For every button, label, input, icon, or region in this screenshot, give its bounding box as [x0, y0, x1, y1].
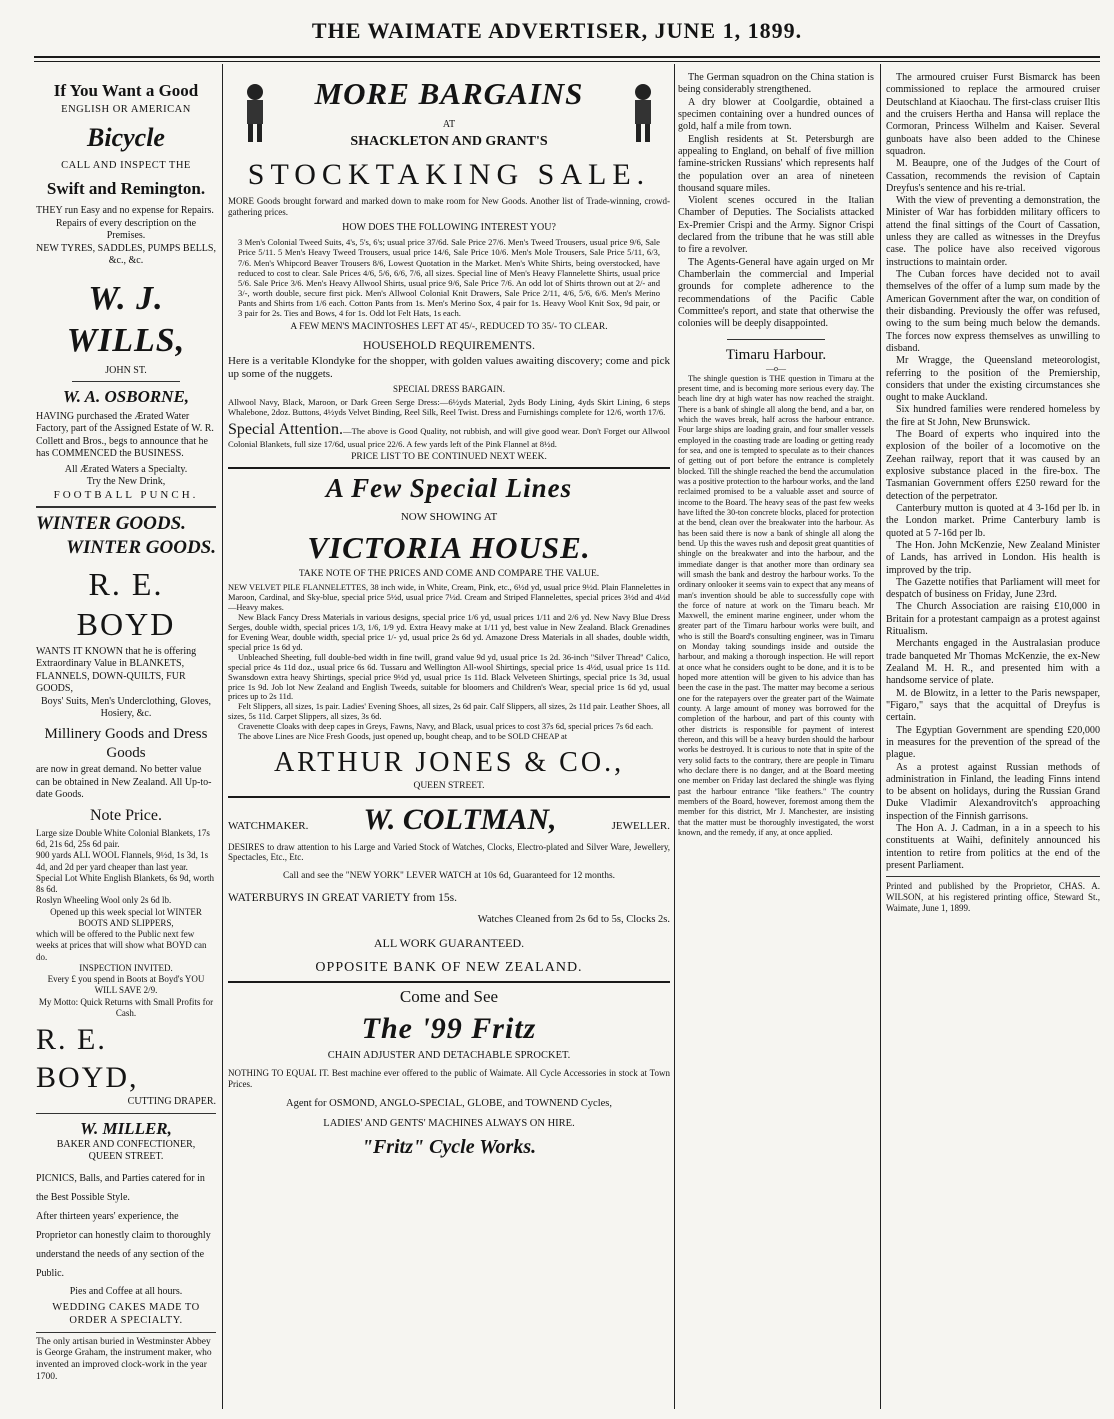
- bicycle-headline: If You Want a Good: [53, 81, 199, 100]
- divider: [727, 339, 825, 340]
- imprint: Printed and published by the Proprietor, CHAS. A. WILSON, at his registered printing office, Steward St., Waimate, June 1, 1899.: [886, 881, 1100, 914]
- boyd-price-2: 900 yards ALL WOOL Flannels, 9½d, 1s 3d, 1s 4d, and 2d per yard cheaper than last year.: [36, 850, 209, 872]
- column-rule: [222, 64, 223, 1409]
- bicycle-repairs: Repairs of every description on the Premises.: [55, 217, 197, 242]
- divider: [36, 506, 216, 508]
- bicycle-text: THEY run Easy and no expense for Repairs.: [36, 205, 214, 217]
- news-item: With the view of preventing a demonstration, the Minister of War has forbidden military officers to attend the final sittings of the Court of Cassation, unless they are called as witnesses in the Dreyfus case. The police have also received vigorous instructions to maintain order.: [886, 195, 1100, 268]
- news-column-3: [678, 72, 874, 1412]
- news-item: English residents at St. Petersburgh are appealing to England, on behalf of five million famine-stricken Russians' which represents half the population over an area of nineteen thousand square miles.: [678, 133, 874, 194]
- now-showing: NOW SHOWING AT: [400, 510, 498, 523]
- news-item: A dry blower at Coolgardie, obtained a specimen containing over a hundred ounces of gold, half a mile from town.: [678, 96, 874, 133]
- boyd-price-4: Roslyn Wheeling Wool only 2s 6d lb.: [36, 895, 172, 906]
- victoria-dress: New Black Fancy Dress Materials in various designs, special price 1/6 yd, usual prices 1/11 and 2/6 yd. New Navy Blue Dress Serges, double width, special prices 1/3, 1/6, 1/9 yd. Extra Heavy make at 1/11 yd, best value in New Zealand. Black Grenadines for Evening Wear, double width, special price 1/- yd, usual price 2s 6d yd. Amazone Dress Materials in all shades, double width, special price 1s 6d yd.: [228, 613, 670, 652]
- boyd-clothing: Boys' Suits, Men's Underclothing, Gloves, Hosiery, &c.: [41, 695, 211, 720]
- miller-experience: After thirteen years' experience, the Proprietor can honestly claim to thoroughly understand the needs of any section of the Public.: [36, 1210, 211, 1279]
- macintoshes: A FEW MEN'S MACINTOSHES LEFT AT 45/-, REDUCED TO 35/- TO CLEAR.: [290, 322, 608, 333]
- divider: [36, 1332, 216, 1333]
- boyd-save: Every £ you spend in Boots at Boyd's YOU WILL SAVE 2/9.: [47, 974, 205, 996]
- victoria-take-note: TAKE NOTE OF THE PRICES AND COME AND COMPARE THE VALUE.: [298, 569, 600, 580]
- miller-trade: BAKER AND CONFECTIONER,: [56, 1138, 196, 1150]
- waterburys: WATERBURYS IN GREAT VARIETY from 15s.: [228, 891, 457, 904]
- column-rule: [880, 64, 881, 1409]
- osborne-name: W. A. OSBORNE,: [62, 387, 190, 407]
- fritz-text: NOTHING TO EQUAL IT. Best machine ever offered to the public of Waimate. All Cycle Accessories in stock at Town Prices.: [228, 1068, 670, 1090]
- miller-pies: Pies and Coffee at all hours.: [69, 1285, 183, 1297]
- masthead-rule: [34, 56, 1100, 58]
- news-item: The Gazette notifies that Parliament will meet for despatch of business on Friday, June 23rd.: [886, 576, 1100, 601]
- boyd-price-3: Special Lot White English Blankets, 6s 9d, worth 8s 6d.: [36, 872, 215, 894]
- news-item: The Hon A. J. Cadman, in a in a speech to his constituents at Waihi, definitely announced his intention to retire from politics at the end of the present Parliament.: [886, 823, 1100, 871]
- fritz-headline: The '99 Fritz: [361, 1011, 537, 1045]
- coltman-header: [228, 802, 670, 837]
- watches-cleaned: Watches Cleaned from 2s 6d to 5s, Clocks 2s.: [477, 913, 670, 925]
- victoria-cloaks: Cravenette Cloaks with deep capes in Greys, Fawns, Navy, and Black, usual prices to cost 37s 6d, special prices 7s 6d each.: [238, 722, 654, 732]
- stocktaking-question: HOW DOES THE FOLLOWING INTEREST YOU?: [342, 221, 556, 233]
- shackleton-grant: SHACKLETON AND GRANT'S: [350, 134, 548, 150]
- victoria-house: VICTORIA HOUSE.: [307, 529, 591, 565]
- news-item: Canterbury mutton is quoted at 4 3-16d per lb. in the London market. Prime Canterbury lamb is quoted at 5 7-16d per lb.: [886, 502, 1100, 539]
- wills-street: JOHN ST.: [105, 364, 147, 376]
- middle-advert-column: [228, 68, 670, 1408]
- bicycle-subhead: ENGLISH OR AMERICAN: [61, 104, 191, 116]
- queen-street: QUEEN STREET.: [413, 780, 485, 791]
- more-bargains-headline: MORE BARGAINS: [314, 76, 584, 111]
- victoria-fresh-goods: The above Lines are Nice Fresh Goods, just opened up, bought cheap, and to be SOLD CHEAP at: [238, 732, 568, 742]
- boyd-motto: My Motto: Quick Returns with Small Profits for Cash.: [38, 996, 214, 1018]
- news-item: Merchants engaged in the Australasian produce trade banqueted Mr Thomas McKenzie, the ex-New Zealand M. H. R., and presented him with a handsome service of plate.: [886, 638, 1100, 687]
- masthead: THE WAIMATE ADVERTISER, JUNE 1, 1899.: [311, 18, 803, 43]
- westminster-note: The only artisan buried in Westminster Abbey is George Graham, the instrument maker, who invented an improved clock-work in the year 1700.: [36, 1336, 212, 1383]
- boyd-boots: Opened up this week special lot WINTER BOOTS AND SLIPPERS,: [50, 906, 202, 928]
- fritz-cycle-works: "Fritz" Cycle Works.: [361, 1136, 537, 1159]
- all-work-guaranteed: ALL WORK GUARANTEED.: [373, 935, 525, 950]
- divider: [36, 1113, 216, 1114]
- bicycle-tyres: NEW TYRES, SADDLES, PUMPS BELLS, &c., &c.: [36, 242, 216, 267]
- special-lines-headline: A Few Special Lines: [325, 472, 573, 503]
- column-rule: [674, 64, 675, 1409]
- news-item: The Egyptian Government are spending £20,000 in measures for the prevention of the spread of the plague.: [886, 724, 1100, 761]
- figure-illustration: [626, 82, 660, 144]
- news-item: The armoured cruiser Furst Bismarck has been commissioned to replace the armoured cruiser Deutschland at Kiaochau. The first-class cruiser Iltis and the cruisers Hertha and Hansa will replace the Cormoran, Princess Wilhelm and Kaiser. Several gunboats have also been added to the Chinese squadron.: [886, 72, 1100, 157]
- boyd-name-2: R. E. BOYD,: [36, 1023, 139, 1094]
- boyd-price-1: Large size Double White Colonial Blankets, 17s 6d, 21s 6d, 25s 6d pair.: [36, 827, 210, 849]
- miller-wedding: WEDDING CAKES MADE TO ORDER A SPECIALTY.: [52, 1302, 200, 1327]
- boyd-title: CUTTING DRAPER.: [127, 1096, 216, 1107]
- household-text: Here is a veritable Klondyke for the shopper, with golden values awaiting discovery; come and pick up some of the nuggets.: [228, 354, 670, 380]
- victoria-slippers: Felt Slippers, all sizes, 1s pair. Ladies' Evening Shoes, all sizes, 2s 6d pair. Calf Slippers, all sizes, 2s 11d pair. Leather Shoes, all sizes, 5s 11d. Carpet Slippers, all sizes, 3s 6d.: [228, 702, 670, 722]
- divider: [886, 876, 1100, 877]
- boyd-inspection: INSPECTION INVITED.: [79, 962, 173, 973]
- price-list-note: PRICE LIST TO BE CONTINUED NEXT WEEK.: [351, 451, 547, 462]
- news-item: The Cuban forces have decided not to avail themselves of the offer of a lump sum made by the American Government after the war, on condition of their disbanding. Previously the offer was refused, owing to the sum being much below the demands. The forces now express themselves as unwilling to disband.: [886, 269, 1100, 354]
- coltman-text: DESIRES to draw attention to his Large and Varied Stock of Watches, Clocks, Electro-plated and Silver Ware, Jewellery, Spectacles, Etc., Etc.: [228, 841, 670, 863]
- victoria-sheeting: Unbleached Sheeting, full double-bed width in fine twill, grand value 9d yd, usual price 1s 2d. 36-inch "Silver Thread" Calico, special price 4s 11d doz., usual price 6s 6d. Tussaru and Wellington All-wool Shirtings, special price 1s 4½d, usual price 1s 11d. Swansdown extra heavy Shirtings, special price 9½d yd, usual price 1s 11d. Black Velveteen Shirtings, special price 1s 3d, usual price 1s 9d. Job lot New Zealand and English Tweeds, suitable for bloomers and Children's Wear, special price 1s 6d yd, usual prices up to 2s 11d.: [228, 652, 670, 702]
- bicycle-call: CALL AND INSPECT THE: [61, 159, 191, 171]
- osborne-punch: FOOTBALL PUNCH.: [53, 488, 199, 501]
- section-ornament: —o—: [766, 363, 786, 373]
- news-item: Mr Wragge, the Queensland meteorologist, referring to the position of the Premiership, considers that under the existing circumstances she ought to make Auckland.: [886, 355, 1100, 404]
- bicycle-brands: Swift and Remington.: [46, 179, 206, 198]
- divider: [228, 796, 670, 798]
- winter-goods-2: WINTER GOODS.: [66, 537, 216, 558]
- arthur-jones: ARTHUR JONES & CO.,: [273, 746, 625, 778]
- news-item: M. Beaupre, one of the Judges of the Court of Cassation, recommends the revision of Captain Dreyfus's sentence and his re-trial.: [886, 158, 1100, 194]
- stocktaking-sale: STOCKTAKING SALE.: [247, 157, 651, 191]
- news-item: As a protest against Russian methods of administration in Finland, the leading Finns intend to be absent on holidays, during the Russian Grand Duke Vladimir Alexandrovitch's approaching inspection of the Finnish garrisons.: [886, 761, 1100, 822]
- winter-goods-1: WINTER GOODS.: [36, 513, 186, 535]
- dress-bargain-text: Allwool Navy, Black, Maroon, or Dark Green Serge Dress:—6½yds Material, 2yds Body Lining, 4yds Skirt Lining, 6 steps Whalebone, 2doz. Buttons, 4½yds Velvet Binding, Reel Silk, Reel Twist. Dress and Furnishings complete for 12/6, worth 17/6.: [228, 397, 670, 418]
- boyd-millinery: Millinery Goods and Dress Goods: [44, 725, 208, 761]
- at-label: AT: [442, 118, 456, 130]
- coltman-lever-watch: Call and see the "NEW YORK" LEVER WATCH at 10s 6d, Guaranteed for 12 months.: [282, 870, 616, 881]
- boyd-boots-text: which will be offered to the Public next few weeks at prices that will show what BOYD can do.: [36, 929, 207, 962]
- news-item: Six hundred families were rendered homeless by the fire at St John, New Brunswick.: [886, 404, 1100, 428]
- stocktaking-intro: MORE Goods brought forward and marked down to make room for New Goods. Another list of Trade-winning, crowd-gathering prices.: [228, 196, 670, 217]
- stocktaking-prices: 3 Men's Colonial Tweed Suits, 4's, 5's, 6's; usual price 37/6d. Sale Price 27/6. Men's Tweed Trousers, usual price 9/6, Sale Price 5/11. 5 Men's Heavy Tweed Trousers, usual price 14/6, Sale Price 10/6. Men's Mole Trousers, Sale Price 5/11, 6/3, 7/6. Men's Whipcord Beaver Trousers 8/6, Lowest Quotation in the Market. Men's White Shirts, being overstocked, have reduced to cost to clear. Sale Prices 4/6, 5/6, 6/6, 7/6, all sizes. Special line of Men's Heavy Flannelette Shirts, usual price 5/6. Sale Price 3/6. Men's Heavy Allwool Shirts, usual price 9/6, Sale Price 7/6. An odd lot of Shirts thrown out at 2/- and 3/-, worth double, secure first pick. Men's Allwool Colonial Knit Drawers, Sale Price 2/11, 4/6, 5/6, 6/6. Men's Merino Pants and Shirts from 1/6 each. Cotton Pants from 1s. Men's Merino Sox, 4 pair for 1s. Heavy Wool Knit Sox, 9d pair, or 3 pair for 2s. Ties and Bows, 4 for 1s. Odd lot Felt Hats, 1s each.: [238, 237, 660, 319]
- figure-illustration: [238, 82, 272, 144]
- fritz-agent: Agent for OSMOND, ANGLO-SPECIAL, GLOBE, and TOWNEND Cycles,: [286, 1097, 612, 1109]
- osborne-specialty: All Ærated Waters a Specialty.: [64, 463, 188, 475]
- household-heading: HOUSEHOLD REQUIREMENTS.: [363, 337, 535, 352]
- boyd-text: WANTS IT KNOWN that he is offering Extraordinary Value in BLANKETS, FLANNELS, DOWN-QUILTS, FUR GOODS,: [36, 645, 197, 695]
- left-advert-column: [36, 80, 216, 1410]
- miller-street: QUEEN STREET.: [88, 1151, 164, 1163]
- news-item: M. de Blowitz, in a letter to the Paris newspaper, "Figaro," says that the acquittal of Dreyfus is certain.: [886, 687, 1100, 724]
- bicycle-title: Bicycle: [87, 123, 165, 153]
- news-item: The Board of experts who inquired into the explosion of the boiler of a locomotive on the Zeehan railway, report that it was caused by an explosive substance placed in the fire-box. The Tasmanian Government offers £250 reward for the detection of the perpetrator.: [886, 429, 1100, 502]
- special-attention-text: —The above is Good Quality, not rubbish, and will give good wear. Don't Forget our Allwool Colonial Blankets, full size 17/6d, usual price 22/6. A few yards left of the Pink Flannel at 8½d.: [228, 425, 670, 450]
- opposite-bank: OPPOSITE BANK OF NEW ZEALAND.: [315, 960, 583, 976]
- dress-bargain-heading: SPECIAL DRESS BARGAIN.: [393, 383, 505, 394]
- divider: [228, 467, 670, 469]
- timaru-harbour-article: The shingle question is THE question in Timaru at the present time, and is becoming more serious every day. The beach line dry at high water has now reached the straight. There is a bank of shingle all along the bend, and a bar, on which the waves break, half across the harbour entrance. Four large ships are loading grain, and four smaller vessels employed in the coasting trade are loading or getting ready for sea, and one is tempted to speculate as to their chances of getting out of port before the entrance is completely blocked. Till the shingle reached the bend the accumulation was a positive protection to the harbour works, and the land reclaimed promised to be a valuable asset and source of income to the Board. The heavy seas of the past few weeks have lifted the 30-ton concrete blocks, placed for protection at the bend, clean over the breakwater into the harbour. As has been said there is now a bank of shingle all along the bend. Up this the waves rush and deposit great quantities of shingle on the breakwater and into the harbour, and the immediate danger is that another more than ordinary sea will smash the bank and destroy the harbour works. To the ordinary onlooker it seems vain to expect that any means of man's invention should be able to successfully cope with the force of nature at work on the Timaru beach. Mr Maxwell, the eminent marine engineer, under whom the greater part of the Timaru harbour works were built, and who is still the Board's consulting engineer, was in Timaru on Monday taking soundings inside and outside the harbour, and making a thorough inspection. He will report at once what he considers ought to be done, and it is to be hoped more attention will be given to his advice than has been the case in the past. The matter may become a serious one for the ratepayers over the greater part of the Waimate county. A large amount of money was borrowed for the completion of the harbour, and part of this county with other districts is responsible for payment of interest thereon, and this will be a heavy burden should the harbour works be destroyed. It is curious to note that in spite of the very solid facts to the contrary, there are people in Timaru who declare there is no danger, and at the Board meeting one member on Friday last declared the shingle was flying past the harbour entrance "like feathers." The country members of the Board, however, foremost among them the member for this district, Mr J. Manchester, are insisting that the matter must be thoroughly investigated, the worst known, and the remedy, if any, at once applied.: [678, 373, 874, 838]
- news-item: The Hon. John McKenzie, New Zealand Minister of Lands, has arrived in London. His health is improved by the trip.: [886, 539, 1100, 576]
- osborne-try: Try the New Drink,: [86, 476, 166, 487]
- fritz-chain: CHAIN ADJUSTER AND DETACHABLE SPROCKET.: [327, 1050, 571, 1062]
- jeweller-label: JEWELLER.: [611, 820, 670, 833]
- news-item: The Church Association are raising £10,000 in Britain for a protestant campaign as a protest against Ritualism.: [886, 601, 1100, 638]
- news-item: Violent scenes occured in the Italian Chamber of Deputies. The Socialists attacked Ex-Premier Crispi and the Army. Signor Crispi declared from the tribune that he was still able to fire a revolver.: [678, 195, 874, 256]
- boyd-note-price: Note Price.: [90, 806, 162, 824]
- timaru-harbour-heading: Timaru Harbour.: [725, 346, 827, 363]
- victoria-flannelettes: NEW VELVET PILE FLANNELETTES, 38 inch wide, in White, Cream, Pink, etc., 6½d yd, usual price 9½d. Plain Flannelettes in Maroon, Cardinal, and Sky-blue, special price 5½d, usual price 7½d. Cream and Striped Flannelettes, special prices 3½d and 4½d—Heavy makes.: [228, 583, 670, 613]
- boyd-millinery-text: are now in great demand. No better value can be obtained in New Zealand. All Up-to-date Goods.: [36, 764, 212, 801]
- news-item: The Agents-General have again urged on Mr Chamberlain the commercial and Imperial grounds for complete adherence to the recommendations of the Pacific Cable Committee's report, and state that otherwise the colonies will be deeply disappointed.: [678, 256, 874, 330]
- special-attention-heading: Special Attention.: [228, 420, 343, 438]
- come-and-see: Come and See: [399, 986, 499, 1006]
- divider: [228, 981, 670, 983]
- wills-name: W. J. WILLS,: [66, 279, 186, 360]
- news-item: The German squadron on the China station is being considerably strengthened.: [678, 72, 874, 96]
- osborne-text: HAVING purchased the Ærated Water Factory, part of the Assigned Estate of W. R. Collett and Bros., begs to announce that he has COMMENCED the BUSINESS.: [36, 410, 214, 459]
- miller-picnics: PICNICS, Balls, and Parties catered for in the Best Possible Style.: [36, 1172, 205, 1203]
- masthead-rule-thin: [34, 61, 1100, 62]
- watchmaker-label: WATCHMAKER.: [228, 820, 309, 833]
- boyd-name: R. E. BOYD: [76, 565, 176, 642]
- fritz-hire: LADIES' AND GENTS' MACHINES ALWAYS ON HIRE.: [323, 1118, 575, 1129]
- coltman-name: W. COLTMAN,: [363, 803, 557, 837]
- miller-name: W. MILLER,: [80, 1118, 172, 1138]
- news-column-4: [886, 72, 1100, 1412]
- divider: [72, 381, 180, 382]
